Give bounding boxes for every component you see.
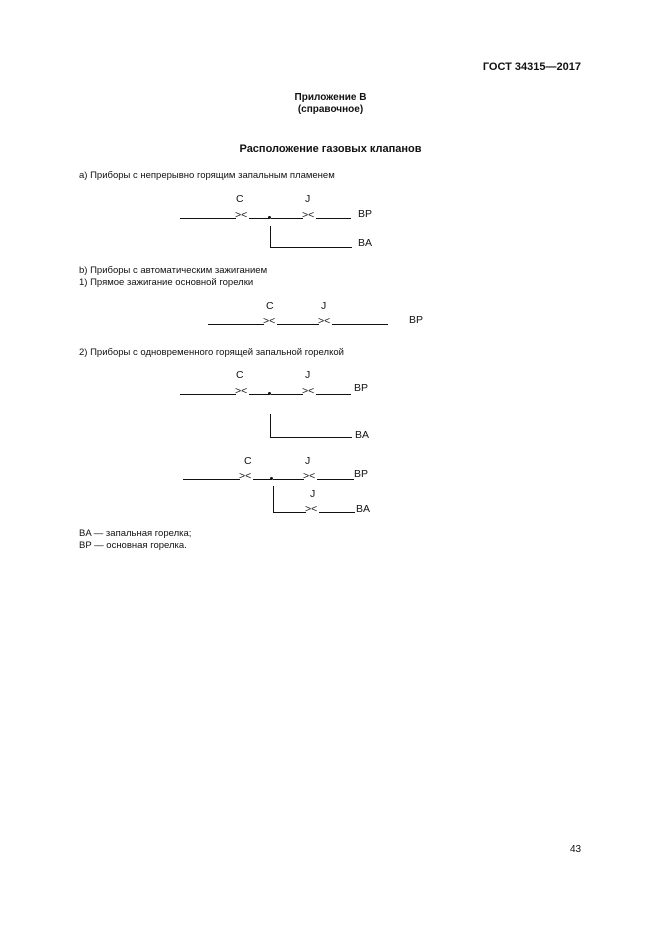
pipe-line xyxy=(208,324,264,325)
pilot-valve-j-symbol: >< xyxy=(305,503,318,515)
section-title: Расположение газовых клапанов xyxy=(239,143,422,155)
main-burner-label: BP xyxy=(354,468,369,480)
pipe-line xyxy=(271,394,303,395)
main-burner-label: BP xyxy=(358,208,373,220)
pilot-burner-label: BA xyxy=(358,237,373,249)
pipe-line xyxy=(332,324,388,325)
valve-c-symbol: >< xyxy=(235,385,248,397)
pipe-line xyxy=(249,218,269,219)
pilot-branch-line xyxy=(273,486,274,512)
pipe-line xyxy=(317,479,354,480)
valve-j-label: J xyxy=(305,369,311,381)
pilot-burner-label: BA xyxy=(356,503,371,515)
pipe-line xyxy=(180,218,236,219)
valve-j-symbol: >< xyxy=(302,385,315,397)
main-burner-label: BP xyxy=(354,382,369,394)
pipe-line xyxy=(180,394,236,395)
valve-c-symbol: >< xyxy=(239,470,252,482)
main-burner-label: BP xyxy=(409,314,424,326)
valve-c-label: C xyxy=(236,369,244,381)
legend-bp: BP — основная горелка. xyxy=(79,540,187,551)
item-b-label: b) Приборы с автоматическим зажиганием xyxy=(79,265,268,276)
pilot-branch-line xyxy=(270,414,271,438)
pilot-burner-label: BA xyxy=(355,429,370,441)
valve-c-symbol: >< xyxy=(235,209,248,221)
pipe-line xyxy=(183,479,240,480)
valve-j-label: J xyxy=(305,455,311,467)
valve-j-label: J xyxy=(305,193,311,205)
legend-ba: BA — запальная горелка; xyxy=(79,528,192,539)
pipe-line xyxy=(270,437,352,438)
item-a-label: a) Приборы с непрерывно горящим запальным пламенем xyxy=(79,170,335,181)
annex-subtitle: (справочное) xyxy=(297,104,364,115)
pilot-valve-j-label: J xyxy=(310,488,316,500)
pipe-line xyxy=(253,479,271,480)
valve-c-label: C xyxy=(236,193,244,205)
pipe-line xyxy=(316,218,351,219)
item-b2-label: 2) Приборы с одновременного горящей запальной горелкой xyxy=(79,347,344,358)
pipe-line xyxy=(249,394,269,395)
pipe-line xyxy=(271,218,303,219)
pipe-line xyxy=(273,512,306,513)
valve-j-symbol: >< xyxy=(318,315,331,327)
valve-j-symbol: >< xyxy=(302,209,315,221)
pipe-line xyxy=(273,479,304,480)
item-b1-label: 1) Прямое зажигание основной горелки xyxy=(79,277,254,288)
pipe-line xyxy=(316,394,351,395)
valve-c-label: C xyxy=(266,300,274,312)
pipe-line xyxy=(319,512,355,513)
annex-title: Приложение В xyxy=(294,92,367,103)
pipe-line xyxy=(270,247,352,248)
doc-code: ГОСТ 34315—2017 xyxy=(482,61,581,73)
pilot-branch-line xyxy=(270,226,271,248)
page-number: 43 xyxy=(570,844,582,855)
valve-j-label: J xyxy=(321,300,327,312)
valve-c-symbol: >< xyxy=(263,315,276,327)
valve-j-symbol: >< xyxy=(303,470,316,482)
pipe-line xyxy=(277,324,319,325)
valve-c-label: C xyxy=(244,455,252,467)
